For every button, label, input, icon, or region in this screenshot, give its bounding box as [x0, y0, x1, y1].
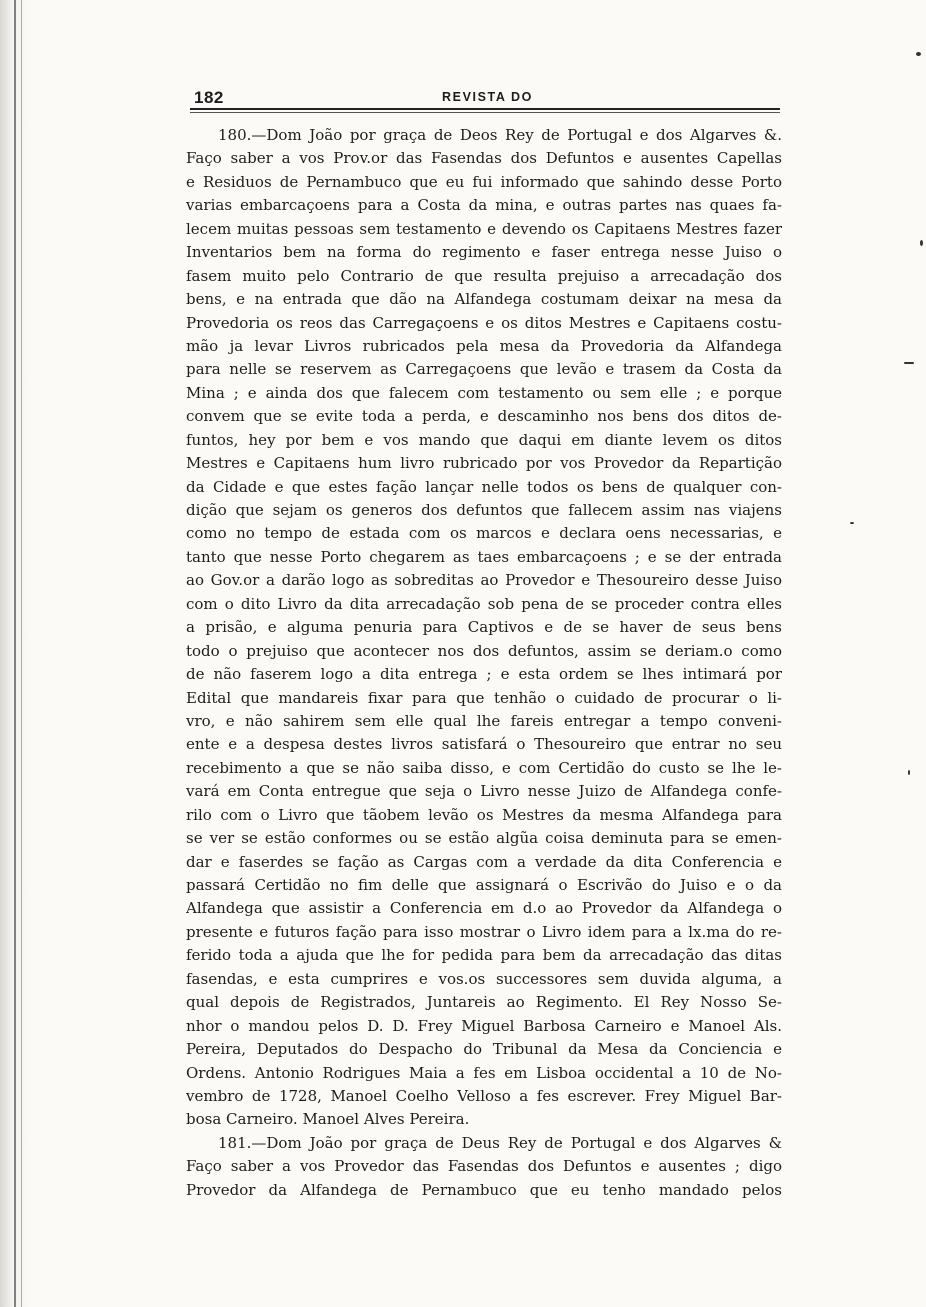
text-line: Inventarios bem na forma do regimento e faser entrega nesse Juiso o: [186, 243, 782, 262]
binding-shadow-line: [21, 0, 22, 1307]
text-line: rilo com o Livro que tãobem levão os Mestres da mesma Alfandega para: [186, 805, 782, 824]
text-line: convem que se evite toda a perda, e descaminho nos bens dos ditos de-: [186, 407, 782, 426]
text-line: da Cidade e que estes fação lançar nelle todos os bens de qualquer con-: [186, 477, 782, 496]
text-line: vará em Conta entregue que seja o Livro nesse Juizo de Alfandega confe-: [186, 782, 782, 801]
text-line: Faço saber a vos Provedor das Fasendas dos Defuntos e ausentes ; digo: [186, 1157, 782, 1176]
text-line: com o dito Livro da dita arrecadação sob pena de se proceder contra elles: [186, 594, 782, 613]
text-line: Provedoria os reos das Carregaçoens e os ditos Mestres e Capitaens costu-: [186, 313, 782, 332]
header-rule: [190, 108, 780, 110]
page-number: 182: [194, 88, 224, 107]
text-line: dição que sejam os generos dos defuntos que fallecem assim nas viajens: [186, 501, 782, 519]
header-rule-thin: [190, 112, 780, 113]
text-line: lecem muitas pessoas sem testamento e devendo os Capitaens Mestres fazer: [186, 219, 782, 238]
text-line: tanto que nesse Porto chegarem as taes embarcaçoens ; e se der entrada: [186, 547, 782, 566]
text-line: nhor o mandou pelos D. D. Frey Miguel Barbosa Carneiro e Manoel Als.: [186, 1016, 782, 1035]
text-line: dar e faserdes se fação as Cargas com a verdade da dita Conferencia e: [186, 852, 782, 871]
text-line: e Residuos de Pernambuco que eu fui informado que sahindo desse Porto: [186, 172, 782, 191]
text-line: funtos, hey por bem e vos mando que daqui em diante levem os ditos: [186, 430, 782, 449]
page-header: [190, 86, 782, 110]
running-head: REVISTA DO: [442, 90, 534, 104]
text-line: mão ja levar Livros rubricados pela mesa da Provedoria da Alfandega: [186, 336, 782, 355]
text-line: ferido toda a ajuda que lhe for pedida para bem da arrecadação das ditas: [186, 946, 782, 965]
text-line: Pereira, Deputados do Despacho do Tribunal da Mesa da Conciencia e: [186, 1040, 782, 1059]
text-line: Faço saber a vos Prov.or das Fasendas dos Defuntos e ausentes Capellas: [186, 149, 782, 168]
text-line: ente e a despesa destes livros satisfará o Thesoureiro que entrar no seu: [186, 735, 782, 754]
scan-speck: [920, 240, 923, 246]
text-line: varias embarcaçoens para a Costa da mina, e outras partes nas quaes fa-: [186, 196, 782, 215]
text-line: fasendas, e esta cumprires e vos.os successores sem duvida alguma, a: [186, 969, 782, 988]
text-line: passará Certidão no fim delle que assignará o Escrivão do Juiso e o da: [186, 876, 782, 894]
binding-shadow-line: [14, 0, 16, 1307]
text-line: se ver se estão conformes ou se estão algũa coisa deminuta para se emen-: [186, 829, 782, 848]
body-text: [186, 124, 782, 1202]
text-line: Provedor da Alfandega de Pernambuco que eu tenho mandado pelos: [186, 1180, 782, 1199]
text-line: a prisão, e alguma penuria para Captivos e de se haver de seus bens: [186, 618, 782, 637]
scan-speck: [904, 362, 914, 364]
text-line: Edital que mandareis fixar para que tenhão o cuidado de procurar o li-: [186, 688, 782, 707]
text-line: de não faserem logo a dita entrega ; e esta ordem se lhes intimará por: [186, 665, 782, 684]
text-line: 180.—Dom João por graça de Deos Rey de Portugal e dos Algarves &.: [218, 126, 782, 144]
text-line: qual depois de Registrados, Juntareis ao Regimento. El Rey Nosso Se-: [186, 993, 782, 1012]
text-line: para nelle se reservem as Carregaçoens que levão e trasem da Costa da: [186, 360, 782, 379]
text-line: bosa Carneiro. Manoel Alves Pereira.: [186, 1110, 470, 1129]
text-line: presente e futuros fação para isso mostrar o Livro idem para a lx.ma do re-: [186, 922, 782, 941]
text-line: todo o prejuiso que acontecer nos dos defuntos, assim se deriam.o como: [186, 641, 782, 660]
text-line: como no tempo de estada com os marcos e declara oens necessarias, e: [186, 524, 782, 543]
text-line: bens, e na entrada que dão na Alfandega costumam deixar na mesa da: [186, 290, 782, 309]
text-line: 181.—Dom João por graça de Deus Rey de Portugal e dos Algarves &: [218, 1133, 782, 1152]
text-line: Ordens. Antonio Rodrigues Maia a fes em Lisboa occidental a 10 de No-: [186, 1063, 782, 1082]
text-line: ao Gov.or a darão logo as sobreditas ao Provedor e Thesoureiro desse Juiso: [186, 571, 782, 590]
scan-speck: [916, 52, 921, 56]
text-line: recebimento a que se não saiba disso, e com Certidão do custo se lhe le-: [186, 758, 782, 777]
text-line: Mestres e Capitaens hum livro rubricado por vos Provedor da Repartição: [186, 454, 782, 473]
text-line: Alfandega que assistir a Conferencia em d.o ao Provedor da Alfandega o: [186, 899, 782, 918]
scan-speck: [850, 522, 854, 524]
text-line: fasem muito pelo Contrario de que resulta prejuiso a arrecadação dos: [186, 266, 782, 285]
text-line: vembro de 1728, Manoel Coelho Velloso a fes escrever. Frey Miguel Bar-: [186, 1086, 782, 1105]
scan-speck: [908, 770, 910, 775]
text-line: Mina ; e ainda dos que falecem com testamento ou sem elle ; e porque: [186, 383, 782, 402]
text-line: vro, e não sahirem sem elle qual lhe fareis entregar a tempo conveni-: [186, 711, 782, 730]
